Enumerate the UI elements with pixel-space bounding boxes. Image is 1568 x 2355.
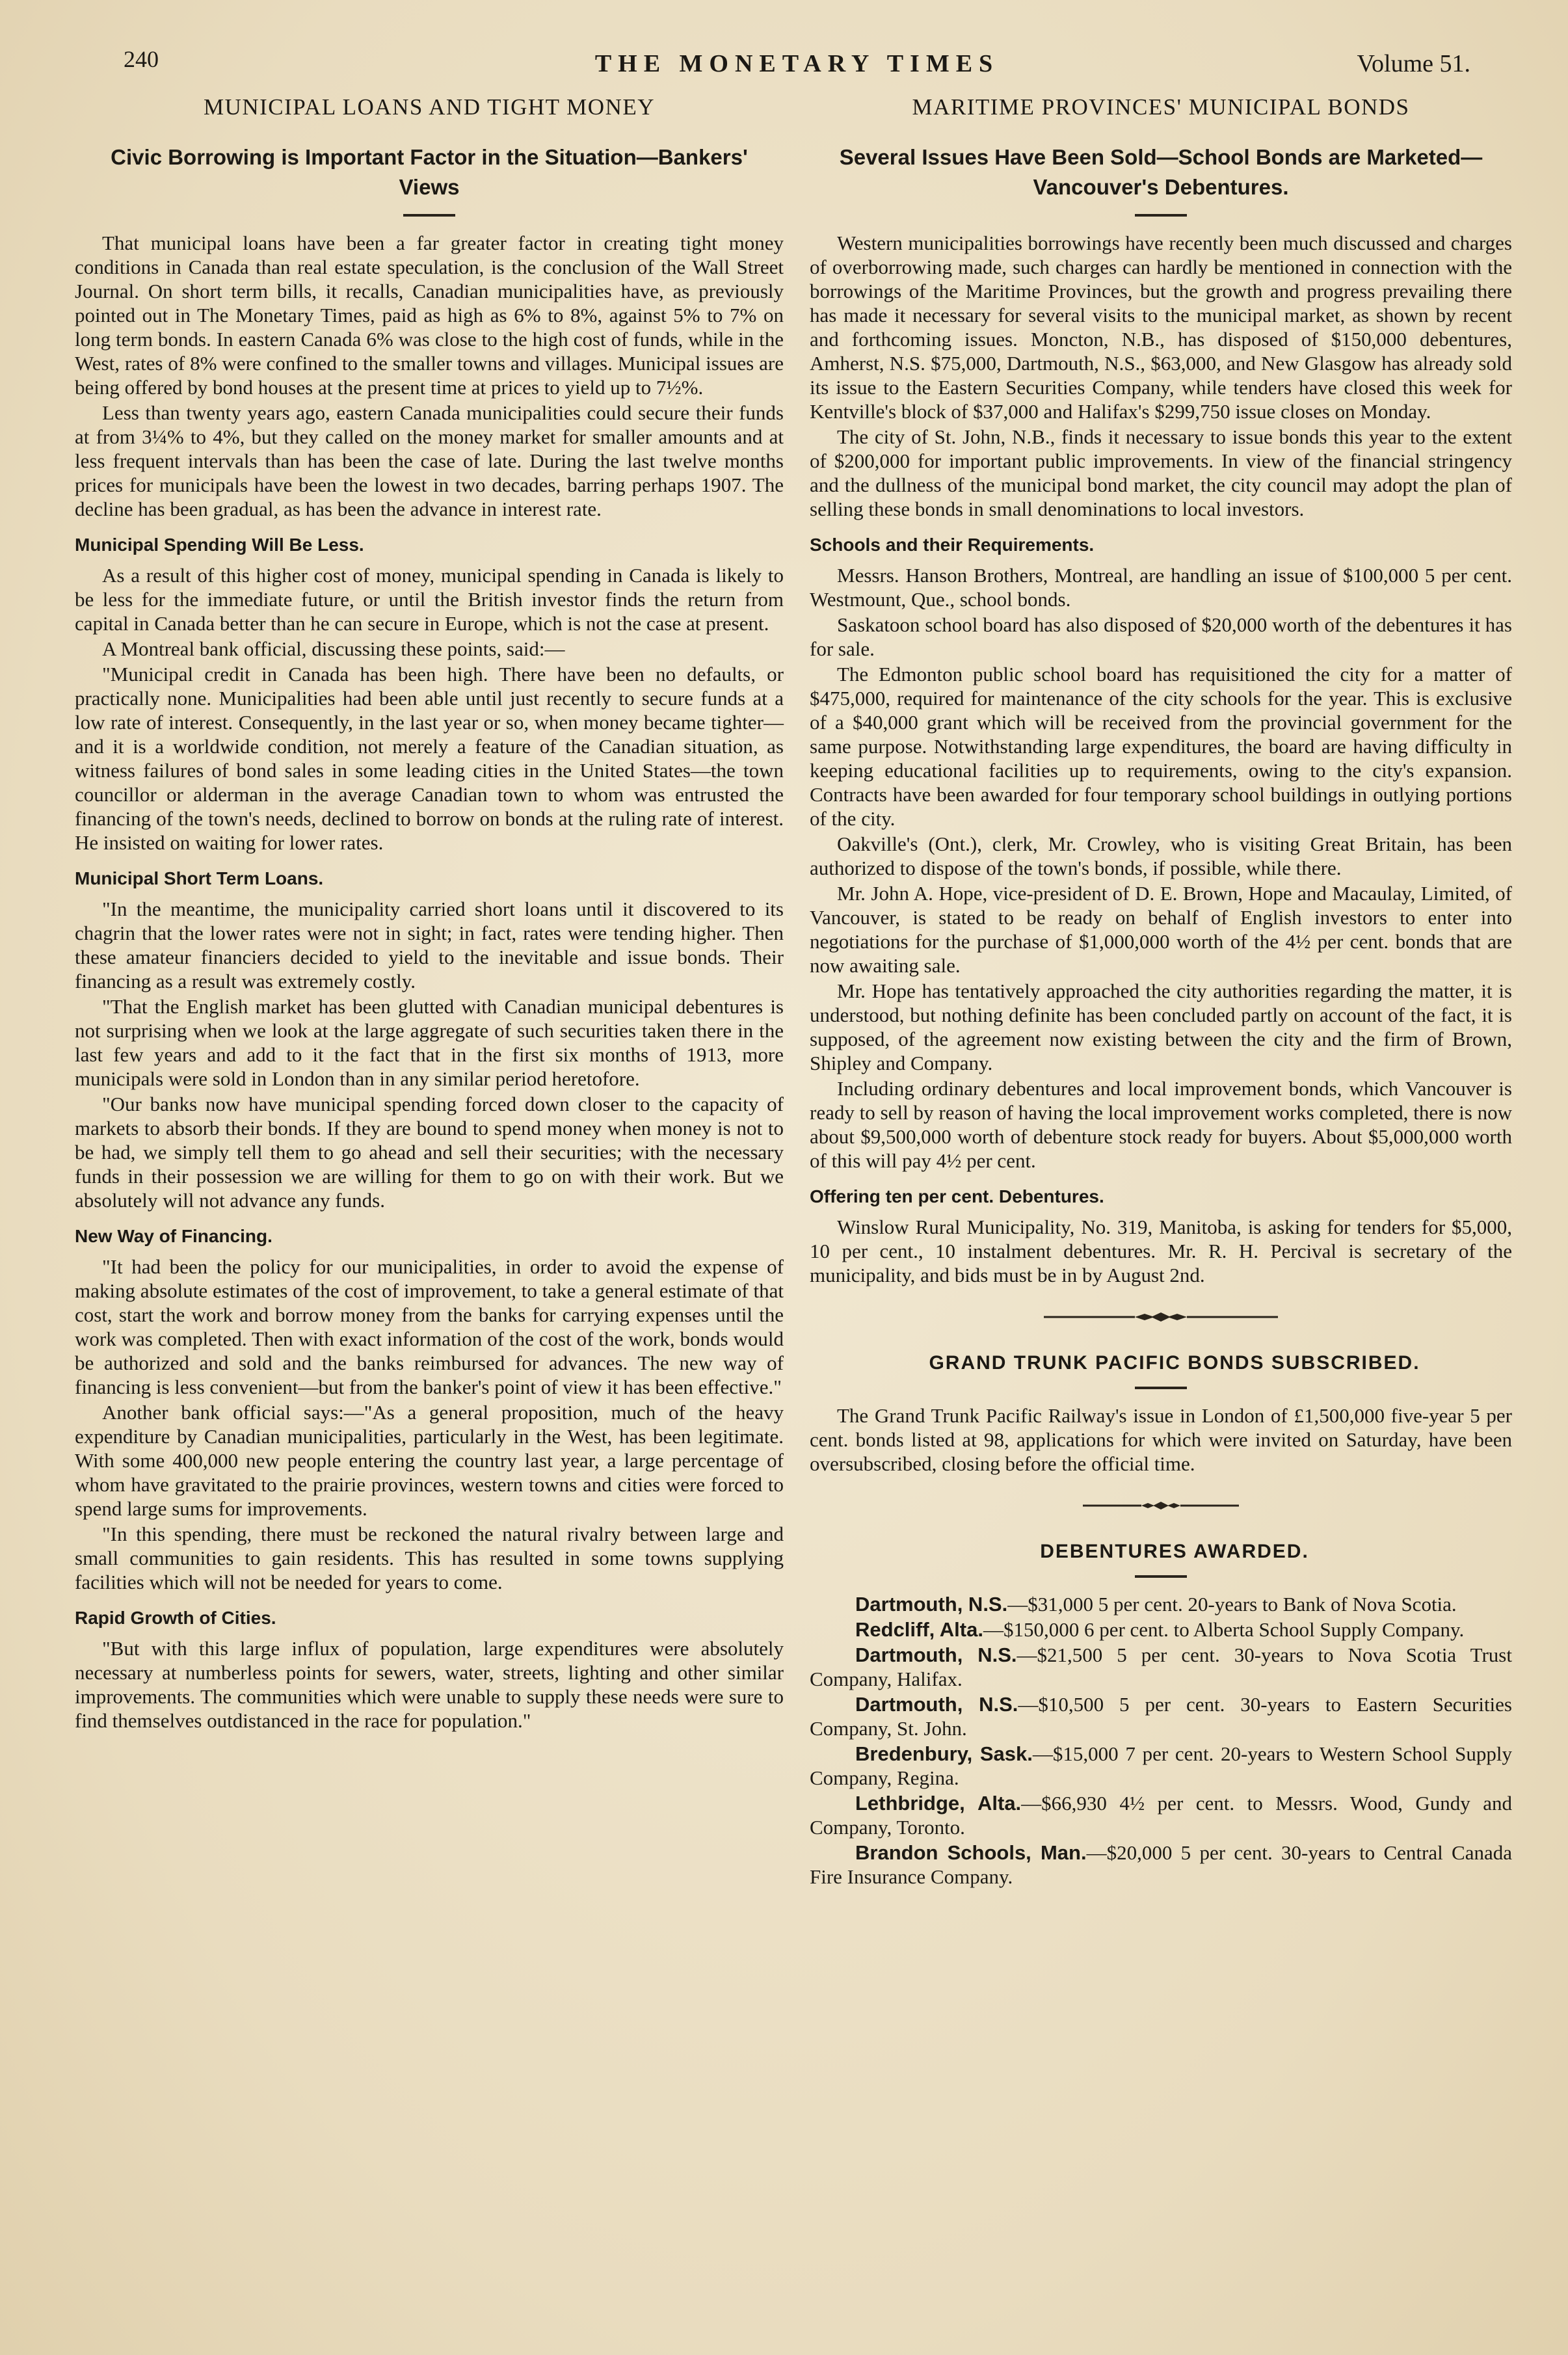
- section-heading: Schools and their Requirements.: [810, 535, 1095, 555]
- section-heading: New Way of Financing.: [75, 1226, 272, 1246]
- divider: [1135, 1387, 1187, 1389]
- paragraph: The Grand Trunk Pacific Railway's issue in London of £1,500,000 five-year 5 per cent. bonds listed at 98, applications for which were invited on Saturday, have been oversubscribed, closing before the official time.: [810, 1404, 1512, 1475]
- debenture-place: Dartmouth, N.S.: [855, 1593, 1008, 1616]
- paragraph: Another bank official says:—"As a general proposition, much of the heavy expenditure by Canadian municipalities, particularly in the West, has been legitimate. With some 400,000 new people entering the country last year, a large percentage of whom have gravitated to the prairie provinces, western towns and cities were forced to spend large sums for improvements.: [75, 1401, 784, 1520]
- paragraph: That municipal loans have been a far greater factor in creating tight money conditions in Canada than real estate speculation, is the conclusion of the Wall Street Journal. On short term bills, it recalls, Canadian municipalities have, as previously pointed out in The Monetary Times, paid as high as 6% to 8%, against 5% to 7% on long term bonds. In eastern Canada 6% was close to the high cost of funds, while in the West, rates of 8% were confined to the smaller towns and villages. Municipal issues are being offered by bond houses at the present time at prices to yield up to 7½%.: [75, 232, 784, 399]
- debenture-place: Dartmouth, N.S.: [855, 1693, 1018, 1716]
- article-headline: MUNICIPAL LOANS AND TIGHT MONEY: [203, 94, 656, 120]
- volume-label: Volume 51.: [1357, 50, 1470, 77]
- paragraph: "But with this large influx of population, large expenditures were absolutely necessary at numberless points for sewers, water, streets, lighting and other similar improvements. The communities which were unable to supply these needs were sure to find themselves outdistanced in the race for population.": [75, 1637, 784, 1732]
- paragraph: As a result of this higher cost of money, municipal spending in Canada is likely to be less for the immediate future, or until the British investor finds the return from capital in Canada better than he can secure in Europe, which is not the case at present.: [75, 564, 784, 635]
- debenture-item: [810, 1791, 1512, 1839]
- paragraph: "Municipal credit in Canada has been high. There have been no defaults, or practically none. Municipalities had been able until just recently to secure funds at a low rate of interest. Consequently, in the last year or so, when money became tighter—and it is a worldwide condition, not merely a feature of the Canadian situation, as witness failures of bond sales in some leading cities in the United States—the town councillor or alderman in the average Canadian town to whom was entrusted the financing of the town's needs, declined to borrow on bonds at the ruling rate of interest. He insisted on waiting for lower rates.: [75, 663, 784, 854]
- debenture-item: [810, 1592, 1512, 1616]
- debenture-details: —$10,500 5 per cent. 30-years to Eastern Securities Company, St. John.: [810, 1693, 1512, 1740]
- debenture-details: —$20,000 5 per cent. 30-years to Central Canada Fire Insurance Company.: [810, 1841, 1512, 1888]
- paragraph: "In this spending, there must be reckoned the natural rivalry between large and small communities to gain residents. This has resulted in some towns supplying facilities which will not be needed for years to come.: [75, 1523, 784, 1593]
- section-heading: Offering ten per cent. Debentures.: [810, 1186, 1104, 1206]
- article-headline: MARITIME PROVINCES' MUNICIPAL BONDS: [912, 94, 1410, 120]
- ornament-divider: [810, 1312, 1512, 1322]
- paragraph: "Our banks now have municipal spending forced down closer to the capacity of markets to absorb their bonds. If they are bound to spend money when money is not to be had, we simply tell them to go ahead and sell their securities; with the necessary funds in their possession we are willing for them to go on with their work. But we absolutely will not advance any funds.: [75, 1093, 784, 1212]
- debenture-place: Bredenbury, Sask.: [855, 1742, 1033, 1765]
- debenture-place: Brandon Schools, Man.: [855, 1841, 1087, 1864]
- paragraph: Including ordinary debentures and local improvement bonds, which Vancouver is ready to sell by reason of having the local improvement works completed, there is now about $9,500,000 worth of debenture stock ready for buyers. About $5,000,000 worth of this will pay 4½ per cent.: [810, 1077, 1512, 1172]
- debenture-details: —$21,500 5 per cent. 30-years to Nova Scotia Trust Company, Halifax.: [810, 1643, 1512, 1690]
- section-heading: Municipal Spending Will Be Less.: [75, 535, 364, 555]
- section-heading: Rapid Growth of Cities.: [75, 1608, 276, 1628]
- debenture-item: [810, 1841, 1512, 1889]
- article-subhead: Several Issues Have Been Sold—School Bonds are Marketed—Vancouver's Debentures.: [839, 145, 1483, 199]
- debenture-item: [810, 1617, 1512, 1642]
- divider: [1135, 1575, 1187, 1578]
- paragraph: Winslow Rural Municipality, No. 319, Manitoba, is asking for tenders for $5,000, 10 per cent., 10 instalment debentures. Mr. R. H. Percival is secretary of the municipality, and bids must be in by August 2nd.: [810, 1216, 1512, 1286]
- paragraph: "That the English market has been glutted with Canadian municipal debentures is not surprising when we look at the large aggregate of such securities taken there in the last few years and add to it the fact that in the first six months of 1913, more municipals were sold in London than in any similar period heretofore.: [75, 995, 784, 1090]
- debenture-item: [810, 1742, 1512, 1790]
- debentures-list: [810, 1592, 1512, 1889]
- section-heading: Municipal Short Term Loans.: [75, 868, 324, 888]
- debenture-place: Redcliff, Alta.: [855, 1618, 983, 1641]
- paragraph: Western municipalities borrowings have recently been much discussed and charges of overborrowing made, such charges can hardly be mentioned in connection with the borrowings of the Maritime Provinces, but the growth and progress prevailing there has made it necessary for several visits to the municipal market, as shown by recent and forthcoming issues. Moncton, N.B., has disposed of $150,000 debentures, Amherst, N.S. $75,000, Dartmouth, N.S., $63,000, and New Glasgow has already sold its issue to the Eastern Securities Company, while tenders have closed this week for Kentville's block of $37,000 and Halifax's $299,750 issue closes on Monday.: [810, 232, 1512, 423]
- debenture-details: —$31,000 5 per cent. 20-years to Bank of Nova Scotia.: [1007, 1593, 1457, 1616]
- article-subhead: Civic Borrowing is Important Factor in the Situation—Bankers' Views: [111, 145, 748, 199]
- paragraph: Saskatoon school board has also disposed of $20,000 worth of the debentures it has for sale.: [810, 613, 1512, 660]
- debenture-details: —$66,930 4½ per cent. to Messrs. Wood, Gundy and Company, Toronto.: [810, 1792, 1512, 1839]
- debenture-details: —$15,000 7 per cent. 20-years to Western School Supply Company, Regina.: [810, 1742, 1512, 1789]
- gtp-heading: GRAND TRUNK PACIFIC BONDS SUBSCRIBED.: [929, 1352, 1420, 1374]
- page-number: 240: [124, 46, 159, 72]
- right-column: [810, 94, 1512, 1889]
- paragraph: Less than twenty years ago, eastern Canada municipalities could secure their funds at from 3¼% to 4%, but they called on the money market for smaller amounts and at less frequent intervals than has been the case of late. During the last twelve months prices for municipals have been the lowest in two decades, barring perhaps 1907. The decline has been gradual, as has been the advance in interest rate.: [75, 401, 784, 520]
- paragraph: Oakville's (Ont.), clerk, Mr. Crowley, who is visiting Great Britain, has been authorized to dispose of the town's bonds, if possible, while there.: [810, 832, 1512, 879]
- paragraph: Mr. Hope has tentatively approached the city authorities regarding the matter, it is understood, but nothing definite has been concluded partly on account of the fact, it is supposed, of the agreement now existing between the city and the firm of Brown, Shipley and Company.: [810, 979, 1512, 1074]
- running-head: [124, 46, 1470, 85]
- debenture-place: Lethbridge, Alta.: [855, 1792, 1022, 1815]
- paragraph: Mr. John A. Hope, vice-president of D. E. Brown, Hope and Macaulay, Limited, of Vancouver, is stated to be ready on behalf of English investors to enter into negotiations for the purchase of $1,000,000 worth of the 4½ per cent. bonds that are now awaiting sale.: [810, 882, 1512, 977]
- journal-title: THE MONETARY TIMES: [594, 50, 1000, 77]
- debenture-details: —$150,000 6 per cent. to Alberta School Supply Company.: [983, 1618, 1465, 1641]
- paragraph: The city of St. John, N.B., finds it necessary to issue bonds this year to the extent of $200,000 for important public improvements. In view of the financial stringency and the dullness of the municipal bond market, the city council may adopt the plan of selling these bonds in small denominations to local investors.: [810, 425, 1512, 520]
- debenture-item: [810, 1692, 1512, 1740]
- divider: [403, 214, 455, 217]
- paragraph: Messrs. Hanson Brothers, Montreal, are handling an issue of $100,000 5 per cent. Westmount, Que., school bonds.: [810, 564, 1512, 611]
- debentures-heading: DEBENTURES AWARDED.: [1040, 1541, 1309, 1562]
- divider: [1135, 214, 1187, 217]
- paragraph: The Edmonton public school board has requisitioned the city for a matter of $475,000, required for maintenance of the city schools for the year. This is exclusive of a $40,000 grant which will be received from the provincial government for the same purpose. Notwithstanding large expenditures, the board are having difficulty in keeping educational facilities up to requirements, owing to the city's expansion. Contracts have been awarded for four temporary school buildings in outlying portions of the city.: [810, 663, 1512, 830]
- ornament-divider: [810, 1500, 1512, 1511]
- paragraph: "It had been the policy for our municipalities, in order to avoid the expense of making absolute estimates of the cost of improvement, to take a general estimate of that cost, start the work and borrow money from the banks for carrying expenses until the work was completed. Then with exact information of the cost of the work, bonds would be authorized and sold and the banks reimbursed for advances. The new way of financing is less convenient—but from the banker's point of view it has been effective.": [75, 1255, 784, 1398]
- left-column: [75, 94, 784, 1733]
- paragraph: "In the meantime, the municipality carried short loans until it discovered to its chagrin that the lower rates were not in sight; in fact, rates were tending higher. Then these amateur financiers decided to yield to the inevitable and issue bonds. Their financing as a result was extremely costly.: [75, 898, 784, 992]
- paragraph: A Montreal bank official, discussing these points, said:—: [102, 637, 565, 660]
- debenture-item: [810, 1643, 1512, 1691]
- debenture-place: Dartmouth, N.S.: [855, 1643, 1017, 1666]
